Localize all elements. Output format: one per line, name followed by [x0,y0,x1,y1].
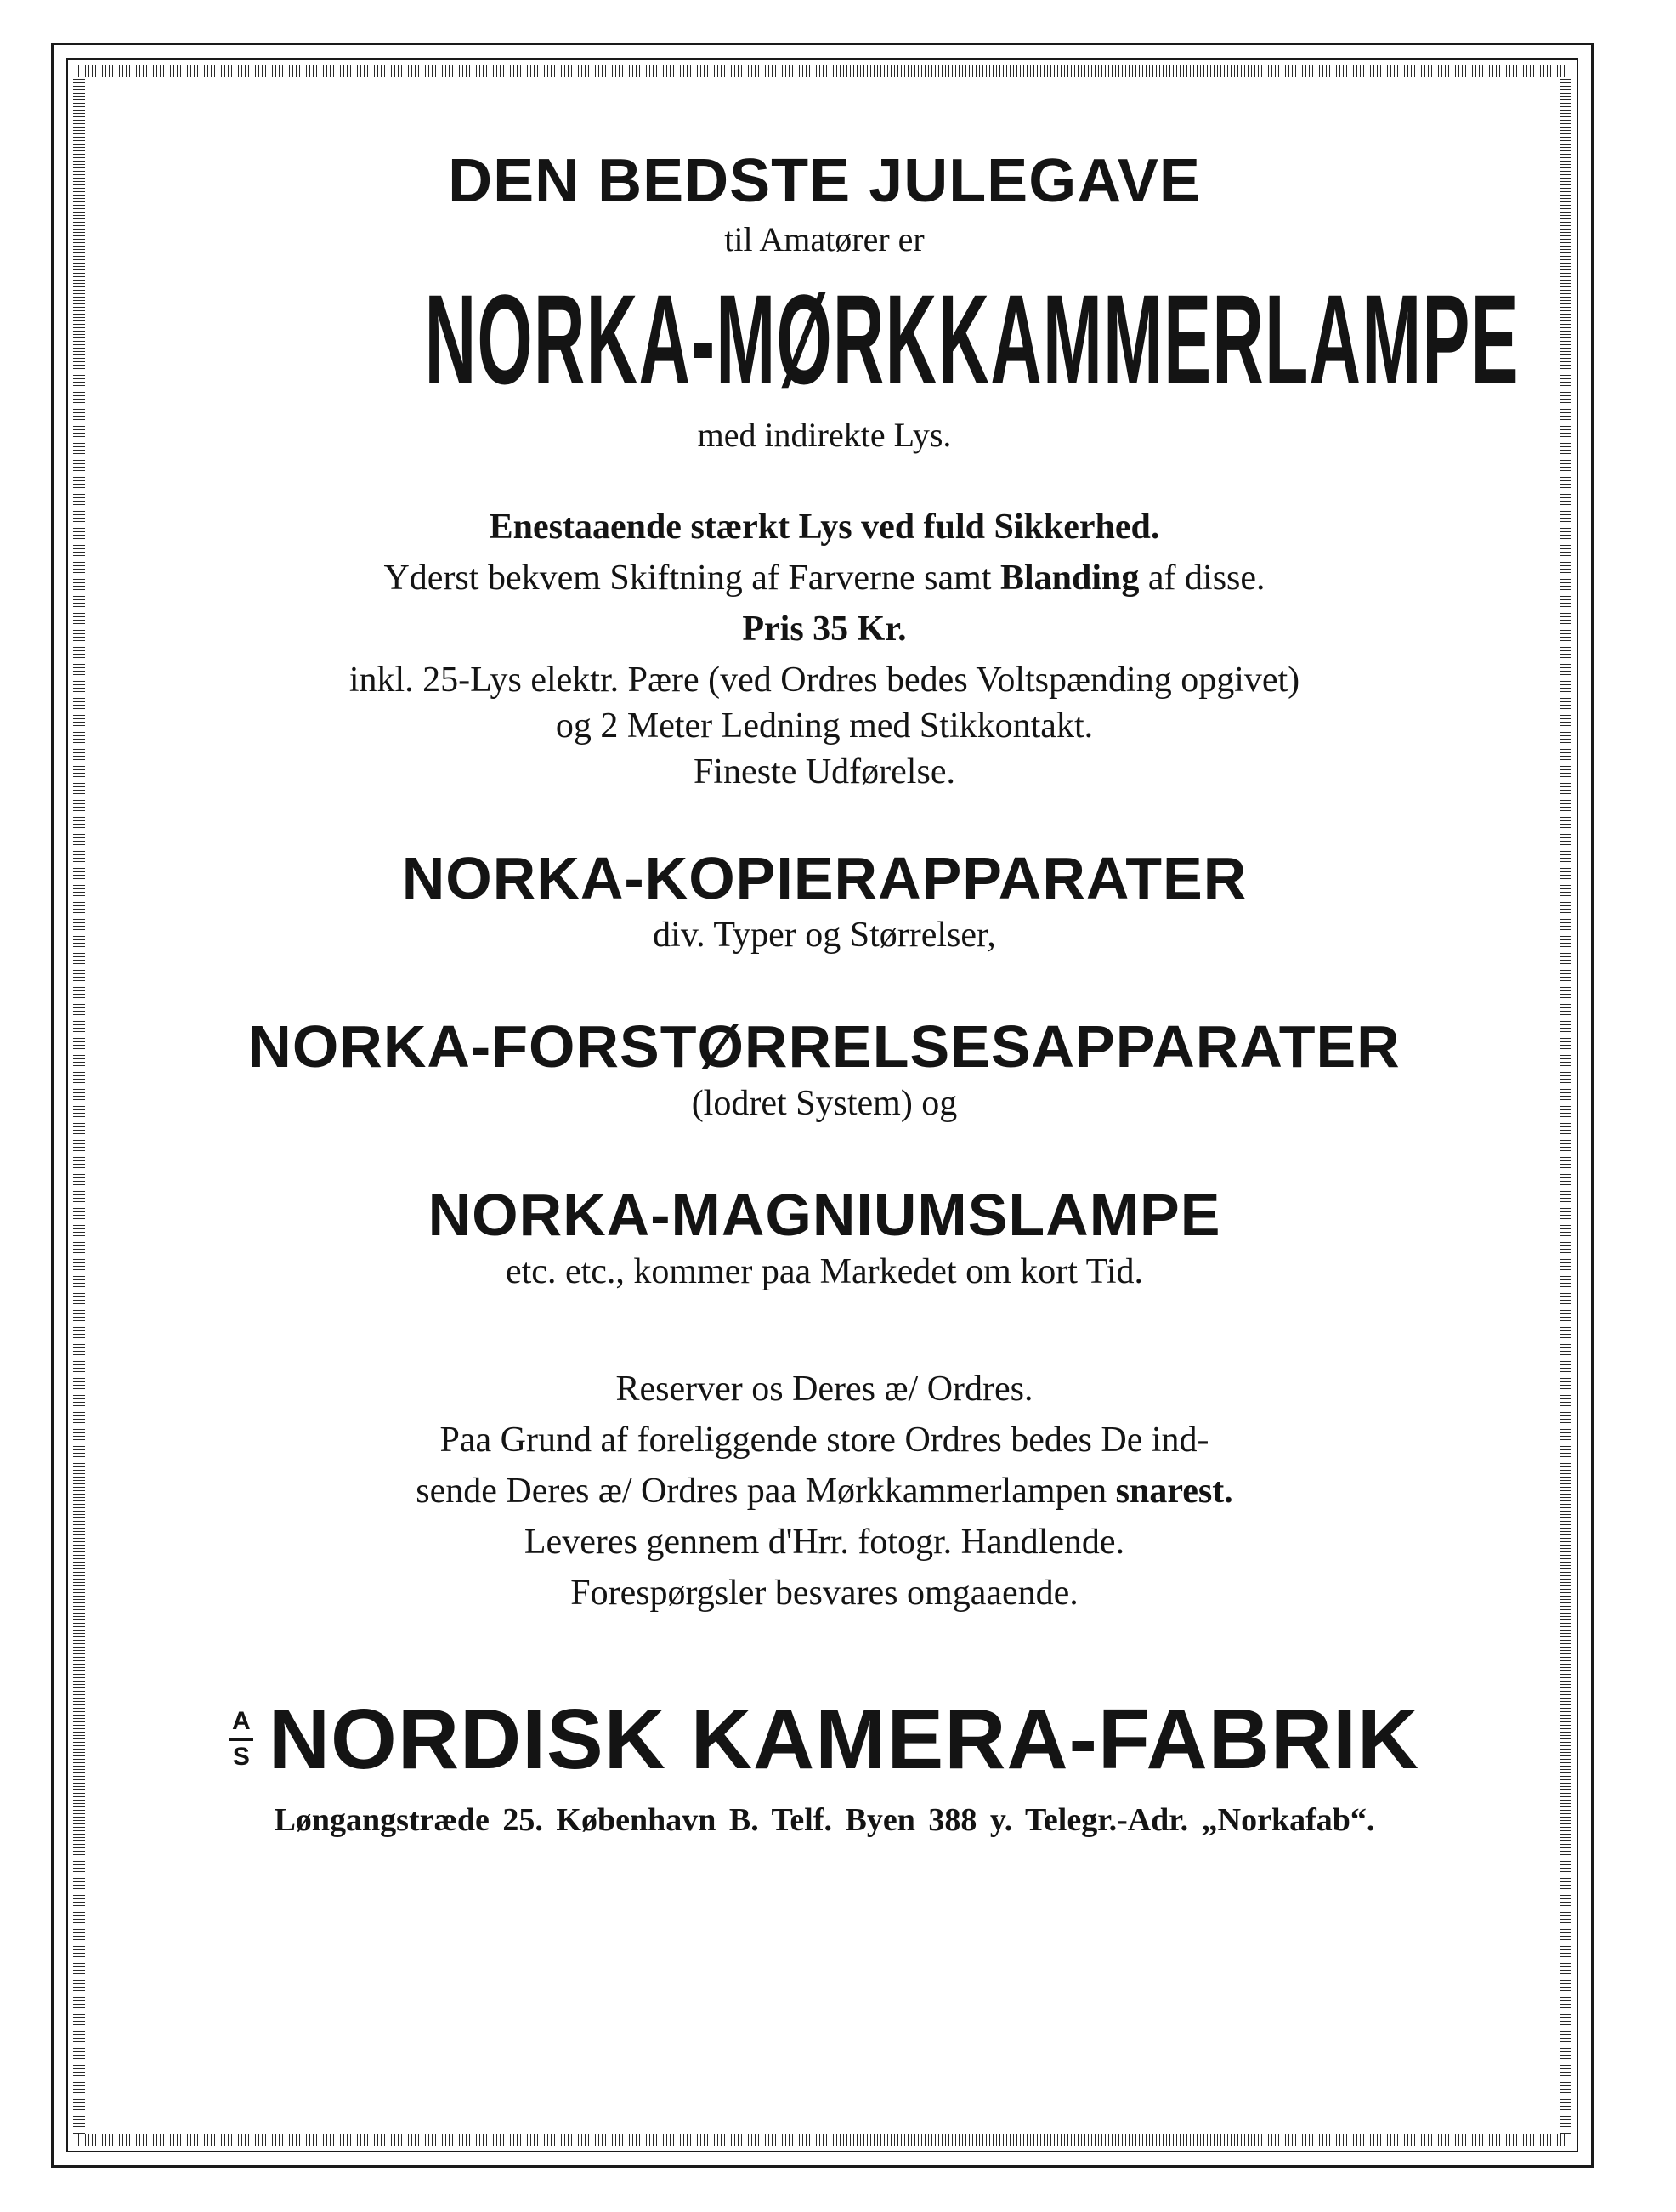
subheadline: til Amatører er [724,220,925,258]
right-hatch-border [1560,78,1571,2134]
notice-line-3-bold: snarest. [1115,1472,1233,1511]
notice-line-5: Forespørgsler besvares omgaaende. [570,1574,1079,1613]
product-title: NORKA-FORSTØRRELSESAPPARATER [248,1013,1401,1080]
notice-line-3-prefix: sende Deres æ/ Ordres paa Mørkkammerlampen [416,1472,1107,1511]
product-desc: div. Typer og Størrelser, [653,916,996,955]
headline: DEN BEDSTE JULEGAVE [448,147,1201,215]
feature-line-6: Fineste Udførelse. [694,752,955,791]
product-title: NORKA-MAGNIUMSLAMPE [427,1182,1221,1248]
notice-line-1: Reserver os Deres æ/ Ordres. [615,1370,1033,1409]
notice-line-2: Paa Grund af foreliggende store Ordres bedes De ind- [439,1421,1209,1460]
product-kopierapparater [110,842,1538,961]
company-header [110,1688,1538,1790]
product-desc: etc. etc., kommer paa Markedet om kort Tid. [506,1252,1143,1291]
notice-line-4: Leveres gennem d'Hrr. fotogr. Handlende. [524,1523,1125,1562]
notice-block [110,1364,1538,1619]
feature-line-1: Enestaaende stærkt Lys ved fuld Sikkerhed. [489,508,1160,547]
product-desc: (lodret System) og [691,1084,958,1123]
company-address: Løngangstræde 25. København B. Telf. Byen 388 y. Telegr.-Adr. „Norkafab“. [274,1802,1375,1838]
feature-line-2 [110,553,1538,604]
features-block [110,502,1538,797]
as-divider [229,1738,253,1741]
product-main-title: NORKA-MØRKKAMMERLAMPE [424,268,1520,411]
product-main-subtitle: med indirekte Lys. [697,416,952,454]
feature-line-2-suffix: af disse. [1147,559,1265,598]
company-name: NORDISK KAMERA-FABRIK [268,1692,1420,1787]
as-abbreviation [229,1709,253,1770]
as-top-letter: A [232,1707,251,1735]
advertisement-body [110,145,1538,1841]
left-hatch-border [73,78,85,2134]
feature-line-5: og 2 Meter Ledning med Stikkontakt. [555,706,1094,746]
feature-line-2-prefix: Yderst bekvem Skiftning af Farverne samt [383,559,992,598]
top-hatch-border [78,65,1566,77]
feature-line-2-bold: Blanding [999,559,1140,598]
product-forstoerrelsesapparater [110,1010,1538,1129]
product-magniumslampe [110,1178,1538,1297]
bottom-hatch-border [78,2134,1566,2146]
as-bottom-letter: S [232,1743,250,1771]
product-title: NORKA-KOPIERAPPARATER [401,845,1248,911]
feature-line-4: inkl. 25-Lys elektr. Pære (ved Ordres bedes Voltspænding opgivet) [348,661,1300,700]
notice-line-3 [110,1466,1538,1517]
price-line: Pris 35 Kr. [742,610,907,649]
